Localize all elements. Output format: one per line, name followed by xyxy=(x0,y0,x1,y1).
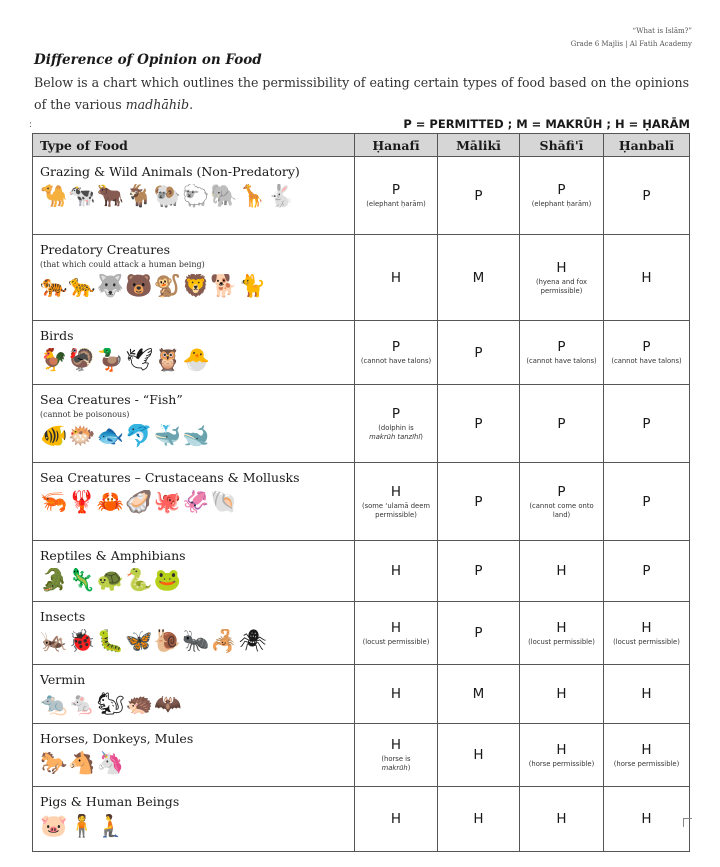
table-row xyxy=(33,385,690,463)
ruling-code: H xyxy=(556,619,567,636)
ruling-code: P xyxy=(474,493,483,510)
ruling-maliki xyxy=(438,321,520,385)
ruling-maliki xyxy=(438,724,520,787)
table-row xyxy=(33,321,690,385)
ruling-code: P xyxy=(642,339,651,355)
food-type-cell xyxy=(33,602,355,665)
table-row xyxy=(33,235,690,321)
table-row xyxy=(33,665,690,724)
ruling-hanbali xyxy=(604,385,690,463)
animal-icons: 🦐🦞🦀🦪🐙🦑🐚 xyxy=(40,490,239,515)
food-category-name: Reptiles & Amphibians xyxy=(40,548,186,563)
ruling-code: H xyxy=(556,259,567,276)
ruling-shafii xyxy=(520,463,604,541)
ruling-maliki xyxy=(438,463,520,541)
ruling-code: P xyxy=(474,415,483,432)
animal-icons: 🐠🐡🐟🐬🐳🐋 xyxy=(40,424,211,449)
ruling-shafii xyxy=(520,665,604,724)
ruling-code: P xyxy=(557,483,566,500)
ruling-note xyxy=(355,755,437,773)
ruling-hanafi xyxy=(355,235,438,321)
ruling-code: H xyxy=(390,269,402,286)
animal-icons: 🐅🐆🐺🐻🐒🦁🐕🐈 xyxy=(40,274,268,299)
ruling-shafii xyxy=(520,541,604,602)
table-row xyxy=(33,602,690,665)
ruling-note: (elephant ḥarām) xyxy=(531,200,592,208)
ruling-maliki xyxy=(438,157,520,235)
ruling-hanbali xyxy=(604,463,690,541)
ruling-note: (cannot have talons) xyxy=(360,357,432,365)
animal-icons: 🐪🐄🐂🐐🐏🐑🐘🦒🐇 xyxy=(40,184,296,209)
ruling-shafii xyxy=(520,321,604,385)
ruling-hanafi xyxy=(355,385,438,463)
ruling-code: H xyxy=(390,483,402,500)
header-line-title: “What is Islām?” xyxy=(632,27,692,35)
ruling-maliki xyxy=(438,787,520,852)
animal-icons: 🐊🦎🐢🐍🐸 xyxy=(40,568,182,593)
ruling-code: P xyxy=(474,344,483,361)
ruling-code: H xyxy=(473,811,484,827)
ruling-note-text: (horse is xyxy=(381,755,411,763)
ruling-shafii xyxy=(520,385,604,463)
food-category-name: Insects xyxy=(40,609,86,624)
ruling-note: (hyena and fox permissible) xyxy=(535,277,588,295)
ruling-note xyxy=(355,424,437,442)
ruling-code: M xyxy=(472,686,485,702)
ruling-maliki xyxy=(438,385,520,463)
table-row xyxy=(33,724,690,787)
intro-italic: madhāhib xyxy=(125,97,190,112)
food-category-name: Grazing & Wild Animals (Non-Predatory) xyxy=(40,164,300,179)
ruling-shafii xyxy=(520,157,604,235)
food-category-name: Predatory Creatures xyxy=(40,242,171,257)
ruling-code: P xyxy=(474,187,483,204)
ruling-note: (horse permissible) xyxy=(528,759,595,768)
ruling-hanafi xyxy=(355,321,438,385)
ruling-hanbali xyxy=(604,541,690,602)
food-type-cell xyxy=(33,157,355,235)
ruling-code: P xyxy=(557,415,566,432)
ruling-hanafi xyxy=(355,787,438,852)
ruling-code: H xyxy=(390,811,402,827)
header-shafii: Shāfi'ī xyxy=(520,134,604,157)
ruling-code: H xyxy=(390,686,402,702)
ruling-hanbali xyxy=(604,665,690,724)
header-line-school: Grade 6 Majlis | Al Fatih Academy xyxy=(570,40,692,48)
table-row xyxy=(33,157,690,235)
intro-end: . xyxy=(189,97,194,112)
ruling-code: H xyxy=(390,619,402,636)
ruling-hanbali xyxy=(604,157,690,235)
ruling-note: (cannot have talons) xyxy=(526,357,597,365)
ruling-code: P xyxy=(391,405,401,422)
ruling-code: P xyxy=(642,563,651,579)
ruling-note: (horse permissible) xyxy=(613,759,680,768)
ruling-maliki xyxy=(438,235,520,321)
ruling-code: M xyxy=(472,269,485,286)
food-type-cell xyxy=(33,787,355,852)
ruling-hanbali xyxy=(604,724,690,787)
ruling-note: (locust permissible) xyxy=(528,637,595,646)
ruling-note-end: ) xyxy=(420,432,423,441)
ruling-hanbali xyxy=(604,235,690,321)
corner-crop-mark xyxy=(683,818,692,827)
food-category-name: Horses, Donkeys, Mules xyxy=(40,731,194,746)
ruling-code: P xyxy=(642,493,651,510)
ruling-hanafi xyxy=(355,157,438,235)
ruling-note: (cannot come onto land) xyxy=(529,501,594,519)
ruling-code: P xyxy=(557,339,566,355)
food-category-name: Birds xyxy=(40,328,74,343)
ruling-hanbali xyxy=(604,321,690,385)
food-category-name: Vermin xyxy=(40,672,86,687)
header-type-of-food: Type of Food xyxy=(33,134,355,157)
ruling-code: P xyxy=(642,415,651,432)
food-category-name: Pigs & Human Beings xyxy=(40,794,180,809)
ruling-code: H xyxy=(641,741,652,758)
animal-icons: 🐓🦃🦆🕊🦉🐣 xyxy=(40,348,211,373)
food-type-cell xyxy=(33,235,355,321)
ruling-note-end: ) xyxy=(407,764,411,772)
ruling-code: H xyxy=(641,269,652,286)
ruling-code: H xyxy=(641,686,652,702)
ruling-maliki xyxy=(438,665,520,724)
ruling-note-text: (dolphin is xyxy=(378,423,414,432)
animal-icons: 🐀🐁🐿🦔🦇 xyxy=(40,692,183,717)
food-opinion-table xyxy=(32,133,690,852)
ruling-code: P xyxy=(474,563,483,579)
animal-icons: 🦗🐞🐛🦋🐌🐜🦂🕷 xyxy=(40,629,268,654)
intro-text: Below is a chart which outlines the permissibility of eating certain types of food based on the opinions of the various xyxy=(34,75,690,112)
ruling-note: (some ‘ulamā deem permissible) xyxy=(361,501,431,519)
ruling-code: H xyxy=(390,737,402,753)
food-category-name: Sea Creatures – Crustaceans & Mollusks xyxy=(40,470,300,485)
ruling-code: H xyxy=(641,811,652,827)
food-type-cell xyxy=(33,463,355,541)
intro-paragraph xyxy=(34,72,699,116)
table-row xyxy=(33,787,690,852)
ruling-maliki xyxy=(438,602,520,665)
header-maliki: Mālikī xyxy=(438,134,520,157)
ruling-note: (locust permissible) xyxy=(362,637,430,646)
food-type-cell xyxy=(33,724,355,787)
ruling-code: H xyxy=(556,563,567,579)
food-type-cell xyxy=(33,665,355,724)
ruling-shafii xyxy=(520,787,604,852)
food-category-note: (that which could attack a human being) xyxy=(40,260,205,269)
ruling-note-italic: makrūh tanzīhī xyxy=(369,432,421,441)
food-type-cell xyxy=(33,385,355,463)
table-header-row xyxy=(33,134,690,157)
table-body xyxy=(33,157,690,852)
page-title: Difference of Opinion on Food xyxy=(34,52,262,68)
ruling-hanafi xyxy=(355,463,438,541)
ruling-note: (elephant ḥarām) xyxy=(366,200,426,208)
margin-mark: : xyxy=(29,120,33,130)
ruling-code: H xyxy=(473,747,484,763)
ruling-code: P xyxy=(557,182,566,198)
ruling-shafii xyxy=(520,235,604,321)
table-row xyxy=(33,541,690,602)
ruling-code: H xyxy=(556,686,567,702)
ruling-code: H xyxy=(641,619,652,636)
ruling-note: (cannot have talons) xyxy=(611,357,682,365)
animal-icons: 🐎🐴🦄 xyxy=(40,751,126,776)
ruling-code: P xyxy=(642,187,651,204)
ruling-hanbali xyxy=(604,602,690,665)
ruling-maliki xyxy=(438,541,520,602)
food-type-cell xyxy=(33,321,355,385)
ruling-note-italic: makrūh xyxy=(381,764,408,772)
header-hanbali: Ḥanbalī xyxy=(604,134,690,157)
ruling-hanbali xyxy=(604,787,690,852)
ruling-hanafi xyxy=(355,602,438,665)
table-row xyxy=(33,463,690,541)
ruling-hanafi xyxy=(355,724,438,787)
ruling-hanafi xyxy=(355,665,438,724)
ruling-code: P xyxy=(391,339,401,355)
ruling-code: H xyxy=(556,741,567,758)
ruling-code: H xyxy=(390,563,402,579)
legend: P = PERMITTED ; M = MAKRŪH ; H = ḤARĀM xyxy=(403,117,690,131)
food-type-cell xyxy=(33,541,355,602)
ruling-code: P xyxy=(391,182,401,198)
ruling-code: P xyxy=(474,625,483,641)
food-category-note: (cannot be poisonous) xyxy=(40,410,130,419)
ruling-code: H xyxy=(556,811,567,827)
animal-icons: 🐷🧍🧎 xyxy=(40,814,126,839)
header-hanafi: Ḥanafī xyxy=(355,134,438,157)
ruling-shafii xyxy=(520,724,604,787)
ruling-note: (locust permissible) xyxy=(613,637,680,646)
ruling-shafii xyxy=(520,602,604,665)
ruling-hanafi xyxy=(355,541,438,602)
food-category-name: Sea Creatures - “Fish” xyxy=(40,392,183,407)
